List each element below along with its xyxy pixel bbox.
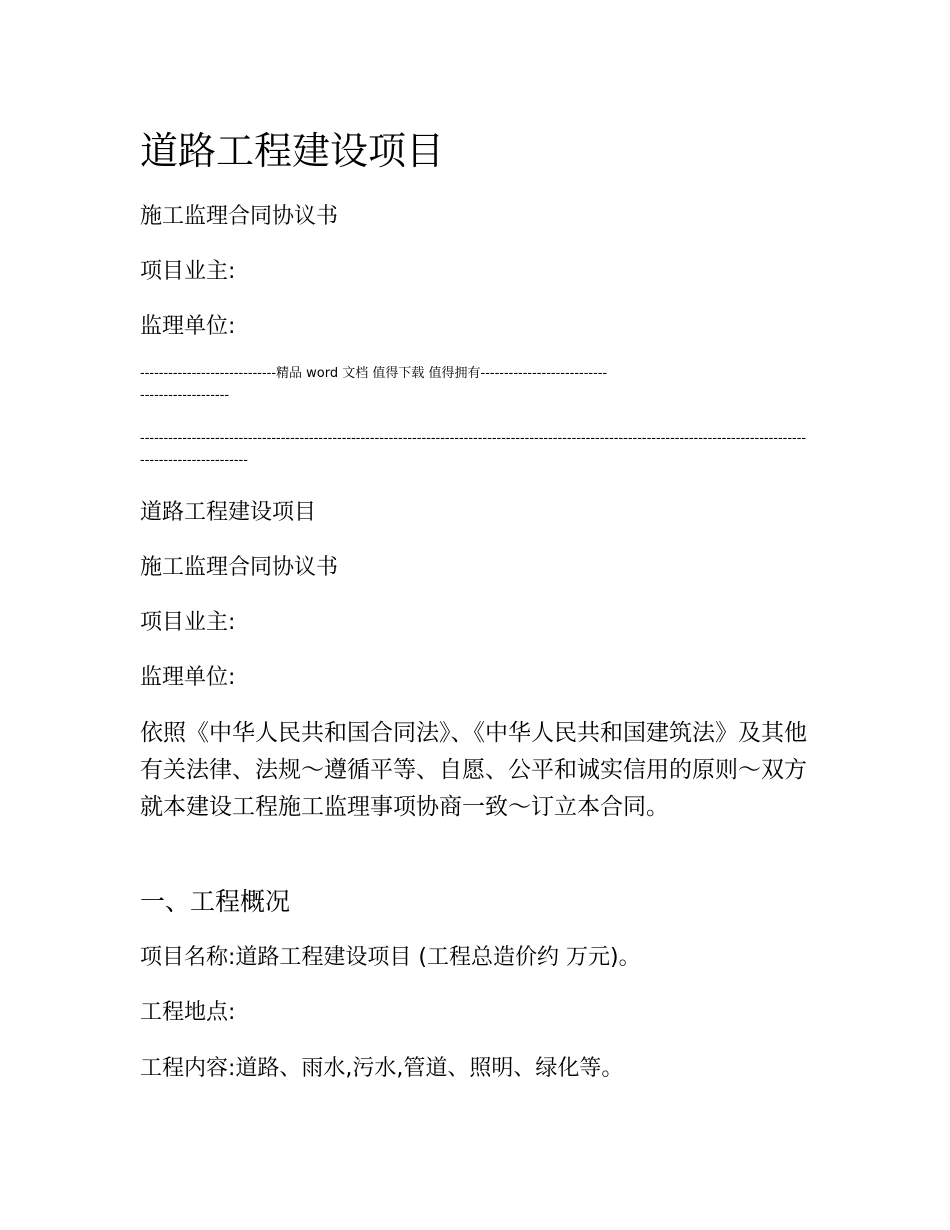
repeat-supervisor-label: 监理单位: — [140, 665, 236, 690]
repeat-subtitle: 施工监理合同协议书 — [140, 555, 339, 580]
owner-label: 项目业主: — [140, 259, 236, 284]
document-subtitle: 施工监理合同协议书 — [140, 204, 339, 229]
section-heading-project-overview: 一、工程概况 — [140, 887, 291, 916]
intro-paragraph: 依照《中华人民共和国合同法》、《中华人民共和国建筑法》及其他有关法律、法规～遵循平等、自愿、公平和诚实信用的原则～双方就本建设工程施工监理事项协商一致～订立本合同。 — [140, 720, 807, 820]
watermark-banner: -----------------------------精品 word 文档 值得下载 值得拥有---------------------------------------------- — [140, 366, 608, 403]
document-title: 道路工程建设项目 — [140, 129, 445, 173]
project-name-line: 项目名称:道路工程建设项目 (工程总造价约 万元)。 — [140, 945, 641, 970]
repeat-owner-label: 项目业主: — [140, 610, 236, 635]
repeat-title: 道路工程建设项目 — [140, 500, 317, 525]
project-content-line: 工程内容:道路、雨水,污水,管道、照明、绿化等。 — [140, 1056, 624, 1081]
project-location-line: 工程地点: — [140, 1000, 236, 1025]
supervisor-label: 监理单位: — [140, 314, 236, 339]
dashed-divider: --------------------------------------------------------------------------------------------------------------------------------------------------------------------- — [140, 431, 807, 468]
